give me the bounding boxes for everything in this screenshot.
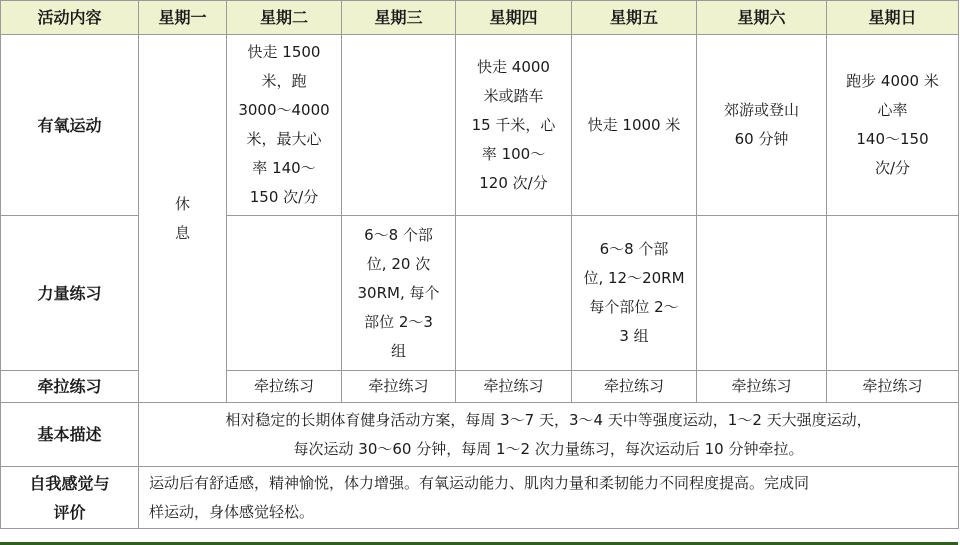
stretch-thursday: 牵拉练习: [456, 371, 572, 403]
aerobic-saturday: 郊游或登山 60 分钟: [697, 35, 827, 216]
aerobic-tuesday: 快走 1500 米，跑 3000～4000 米，最大心 率 140～ 150 次/分: [227, 35, 342, 216]
row-label-strength: 力量练习: [1, 216, 139, 371]
stretch-saturday: 牵拉练习: [697, 371, 827, 403]
header-row: [1, 1, 959, 35]
header-wednesday: 星期三: [342, 1, 456, 35]
evaluation-text: 运动后有舒适感，精神愉悦，体力增强。有氧运动能力、肌肉力量和柔韧能力不同程度提高。完成同 样运动，身体感觉轻松。: [139, 467, 959, 529]
strength-wednesday: 6～8 个部 位, 20 次 30RM, 每个 部位 2～3 组: [342, 216, 456, 371]
row-label-stretch: 牵拉练习: [1, 371, 139, 403]
header-tuesday: 星期二: [227, 1, 342, 35]
stretch-sunday: 牵拉练习: [827, 371, 959, 403]
monday-rest-cell: 休 息: [139, 35, 227, 403]
aerobic-friday: 快走 1000 米: [572, 35, 697, 216]
evaluation-row: [1, 467, 959, 529]
header-sunday: 星期日: [827, 1, 959, 35]
strength-thursday: [456, 216, 572, 371]
header-saturday: 星期六: [697, 1, 827, 35]
row-label-evaluation: 自我感觉与 评价: [1, 467, 139, 529]
description-row: [1, 403, 959, 467]
strength-saturday: [697, 216, 827, 371]
strength-sunday: [827, 216, 959, 371]
aerobic-wednesday: [342, 35, 456, 216]
header-activity: 活动内容: [1, 1, 139, 35]
stretch-tuesday: 牵拉练习: [227, 371, 342, 403]
row-label-description: 基本描述: [1, 403, 139, 467]
stretch-friday: 牵拉练习: [572, 371, 697, 403]
strength-tuesday: [227, 216, 342, 371]
aerobic-thursday: 快走 4000 米或踏车 15 千米，心 率 100～ 120 次/分: [456, 35, 572, 216]
stretch-wednesday: 牵拉练习: [342, 371, 456, 403]
header-monday: 星期一: [139, 1, 227, 35]
row-label-aerobic: 有氧运动: [1, 35, 139, 216]
header-friday: 星期五: [572, 1, 697, 35]
strength-friday: 6～8 个部 位, 12～20RM 每个部位 2～ 3 组: [572, 216, 697, 371]
aerobic-row: [1, 35, 959, 216]
description-text: 相对稳定的长期体育健身活动方案，每周 3～7 天，3～4 天中等强度运动，1～2 天大强度运动， 每次运动 30～60 分钟，每周 1～2 次力量练习，每次运动后 10 分钟牵拉。: [139, 403, 959, 467]
header-thursday: 星期四: [456, 1, 572, 35]
aerobic-sunday: 跑步 4000 米 心率 140～150 次/分: [827, 35, 959, 216]
